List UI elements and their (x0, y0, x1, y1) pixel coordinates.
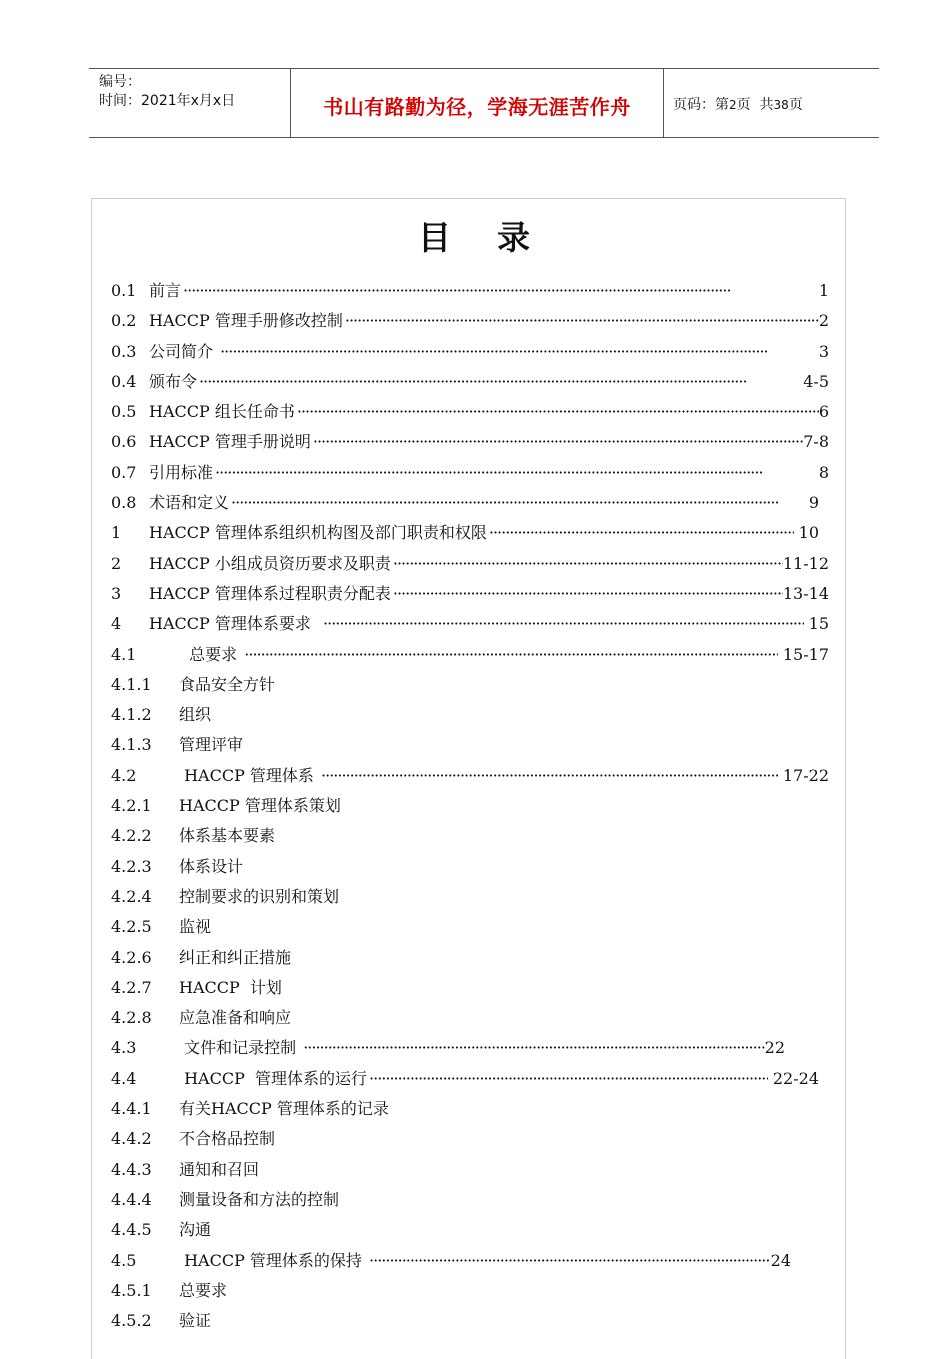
toc-entry-label: HACCP 组长任命书 (149, 402, 295, 422)
header-divider-right (663, 69, 664, 137)
toc-entry[interactable] (111, 640, 829, 670)
toc-entry-label: HACCP 管理体系的运行 (179, 1068, 368, 1088)
page-header (89, 68, 879, 138)
toc-entry-page: 3 (813, 341, 829, 361)
toc-entry-page: 7-8 (803, 432, 829, 452)
toc-entry-page: 9 (803, 493, 819, 513)
document-code-label: 编号： (99, 74, 141, 90)
toc-entry[interactable] (111, 367, 829, 397)
toc-entry-number: 4.2.4 (111, 886, 152, 906)
toc-leader-dots (393, 549, 783, 579)
toc-title-char-2: 录 (497, 218, 532, 257)
toc-entry[interactable] (111, 761, 829, 791)
toc-entry-label: 不合格品控制 (179, 1129, 276, 1149)
toc-entry-number: 4.1.3 (111, 735, 152, 755)
toc-entry[interactable] (111, 1003, 829, 1033)
toc-entry-number: 0.3 (111, 341, 137, 361)
toc-entry-number: 4.2.6 (111, 947, 152, 967)
toc-entry-number: 0.8 (111, 493, 137, 513)
document-time-label: 时间：2021年x月x日 (99, 93, 236, 109)
toc-entry-label: 纠正和纠正措施 (179, 947, 292, 967)
toc-entry-label: 前言 (149, 281, 182, 300)
page-label: 页码：第 (673, 97, 729, 113)
toc-entry-number: 4.1.2 (111, 705, 152, 725)
toc-leader-dots (323, 609, 804, 639)
toc-entry[interactable] (111, 458, 829, 488)
toc-entry-page: 10 (793, 523, 819, 543)
toc-entry-label: HACCP 计划 (179, 977, 282, 997)
page-end-label: 页 (788, 97, 803, 113)
toc-leader-dots (489, 518, 794, 548)
toc-entry-page: 4-5 (803, 371, 829, 391)
toc-entry-number: 4 (111, 614, 122, 634)
toc-entry-label: HACCP 管理体系策划 (179, 796, 341, 816)
toc-entry[interactable] (111, 1276, 829, 1306)
toc-entry-label: HACCP 管理体系组织机构图及部门职责和权限 (149, 523, 487, 543)
toc-entry[interactable] (111, 306, 829, 336)
toc-leader-dots (321, 761, 778, 791)
toc-entry-label: 控制要求的识别和策划 (179, 886, 340, 906)
toc-entry-page: 17-22 (777, 765, 829, 785)
toc-leader-dots (231, 488, 804, 518)
toc-entry-label: 沟通 (179, 1220, 212, 1240)
toc-entry-number: 4.5.1 (111, 1280, 152, 1300)
toc-entry[interactable] (111, 821, 829, 851)
toc-entry-number: 4.4 (111, 1068, 137, 1088)
toc-entry-number: 4.2.1 (111, 796, 152, 816)
toc-entry-label: 监视 (179, 917, 212, 937)
toc-entry[interactable] (111, 276, 829, 306)
toc-entry[interactable] (111, 730, 829, 760)
toc-entry-label: 引用标准 (149, 462, 214, 482)
toc-entry-page: 24 (770, 1250, 791, 1270)
toc-entry-label: HACCP 小组成员资历要求及职责 (149, 553, 391, 573)
toc-entry[interactable] (111, 852, 829, 882)
toc-leader-dots (199, 367, 803, 397)
toc-entry-page: 15-17 (777, 644, 829, 664)
toc-entry-number: 4.2.8 (111, 1008, 152, 1028)
toc-entry[interactable] (111, 1064, 819, 1094)
toc-entry[interactable] (111, 609, 829, 639)
toc-entry-page: 22 (764, 1038, 785, 1058)
toc-entry[interactable] (111, 337, 829, 367)
toc-leader-dots (303, 1033, 764, 1063)
toc-entry[interactable] (111, 700, 829, 730)
toc-entry-label: HACCP 管理手册修改控制 (149, 311, 343, 331)
toc-entry-label: 验证 (179, 1311, 212, 1331)
toc-entry-label: 体系基本要素 (179, 826, 276, 846)
toc-entry-label: HACCP 管理体系过程职责分配表 (149, 583, 391, 603)
toc-leader-dots (215, 458, 819, 488)
toc-entry-label: HACCP 管理体系的保持 (179, 1250, 368, 1270)
toc-entry[interactable] (111, 943, 829, 973)
toc-leader-dots (345, 306, 819, 336)
toc-entry-number: 0.4 (111, 371, 137, 391)
toc-entry[interactable] (111, 973, 829, 1003)
header-motto: 书山有路勤为径，学海无涯苦作舟 (323, 95, 631, 119)
toc-entry[interactable] (111, 670, 829, 700)
toc-entry-number: 4.2 (111, 765, 137, 785)
toc-entry-label: 颁布令 (149, 371, 198, 391)
toc-entry-number: 0.6 (111, 432, 137, 452)
toc-entry-number: 0.5 (111, 402, 137, 422)
toc-entry-number: 4.5.2 (111, 1311, 152, 1331)
toc-entry-label: 管理评审 (179, 735, 244, 755)
table-of-contents (111, 276, 829, 1336)
toc-entry-number: 0.1 (111, 281, 137, 300)
page-number-info (673, 94, 803, 114)
toc-entry-label: 食品安全方针 (179, 674, 276, 694)
toc-entry-number: 2 (111, 553, 122, 573)
toc-entry-label: 总要求 (179, 1280, 228, 1300)
toc-entry[interactable] (111, 518, 819, 548)
toc-entry-number: 0.7 (111, 462, 137, 482)
toc-entry-number: 4.2.3 (111, 856, 152, 876)
toc-entry-number: 4.4.1 (111, 1099, 152, 1119)
toc-entry[interactable] (111, 882, 829, 912)
toc-entry-number: 0.2 (111, 311, 137, 331)
toc-entry[interactable] (111, 912, 829, 942)
toc-entry[interactable] (111, 1185, 829, 1215)
toc-entry[interactable] (111, 1155, 829, 1185)
toc-entry-label: 总要求 (179, 644, 243, 664)
toc-leader-dots (313, 427, 803, 457)
toc-entry-label: 应急准备和响应 (179, 1008, 292, 1028)
toc-entry-label: 组织 (179, 705, 212, 725)
toc-entry-number: 4.1 (111, 644, 137, 664)
toc-entry[interactable] (111, 427, 829, 457)
toc-leader-dots (369, 1246, 771, 1276)
toc-entry-label: 公司简介 (149, 341, 219, 361)
toc-entry-number: 4.2.2 (111, 826, 152, 846)
toc-entry[interactable] (111, 397, 829, 427)
toc-entry-number: 4.4.5 (111, 1220, 152, 1240)
toc-entry-label: 体系设计 (179, 856, 244, 876)
page-mid-label: 页 共 (736, 97, 774, 113)
toc-entry-label: HACCP 管理手册说明 (149, 432, 311, 452)
toc-entry[interactable] (111, 549, 829, 579)
toc-entry-label: HACCP 管理体系要求 (149, 614, 322, 634)
toc-entry[interactable] (111, 1094, 829, 1124)
toc-title (0, 212, 950, 259)
toc-entry-page: 11-12 (782, 553, 829, 573)
toc-entry-page: 8 (818, 462, 829, 482)
toc-leader-dots (244, 640, 778, 670)
toc-entry[interactable] (111, 1306, 829, 1336)
header-meta (99, 73, 235, 111)
toc-entry-number: 4.5 (111, 1250, 137, 1270)
toc-leader-dots (297, 397, 819, 427)
toc-leader-dots (393, 579, 783, 609)
toc-entry[interactable] (111, 1033, 785, 1063)
toc-entry-label: 测量设备和方法的控制 (179, 1189, 340, 1209)
page-total: 38 (773, 98, 789, 112)
toc-entry-page: 22-24 (767, 1068, 819, 1088)
toc-entry-page: 15 (803, 614, 829, 634)
toc-entry-number: 4.1.1 (111, 674, 152, 694)
toc-entry-number: 4.4.2 (111, 1129, 152, 1149)
toc-title-char-1: 目 (418, 218, 453, 257)
toc-entry-page: 6 (818, 402, 829, 422)
toc-entry-number: 4.2.5 (111, 917, 152, 937)
toc-entry-page: 13-14 (782, 583, 829, 603)
toc-entry-number: 4.4.4 (111, 1189, 152, 1209)
toc-entry[interactable] (111, 1124, 829, 1154)
toc-entry-number: 4.2.7 (111, 977, 152, 997)
toc-entry-number: 4.4.3 (111, 1159, 152, 1179)
toc-leader-dots (183, 276, 819, 306)
toc-entry-label: 通知和召回 (179, 1159, 260, 1179)
toc-leader-dots (220, 337, 814, 367)
toc-entry-number: 1 (111, 523, 122, 543)
toc-entry-number: 3 (111, 583, 122, 603)
page-number: 2 (729, 98, 737, 112)
toc-entry-page: 2 (818, 311, 829, 331)
toc-entry-number: 4.3 (111, 1038, 137, 1058)
toc-entry[interactable] (111, 488, 819, 518)
toc-entry[interactable] (111, 1215, 829, 1245)
toc-entry[interactable] (111, 579, 829, 609)
toc-entry-label: 术语和定义 (149, 493, 230, 513)
toc-entry-label: 有关HACCP 管理体系的记录 (179, 1099, 389, 1119)
toc-entry-label: 文件和记录控制 (179, 1038, 302, 1058)
toc-leader-dots (369, 1064, 768, 1094)
toc-entry[interactable] (111, 791, 829, 821)
toc-entry-label: HACCP 管理体系 (179, 765, 320, 785)
toc-entry-page: 1 (818, 281, 829, 300)
toc-entry[interactable] (111, 1246, 791, 1276)
